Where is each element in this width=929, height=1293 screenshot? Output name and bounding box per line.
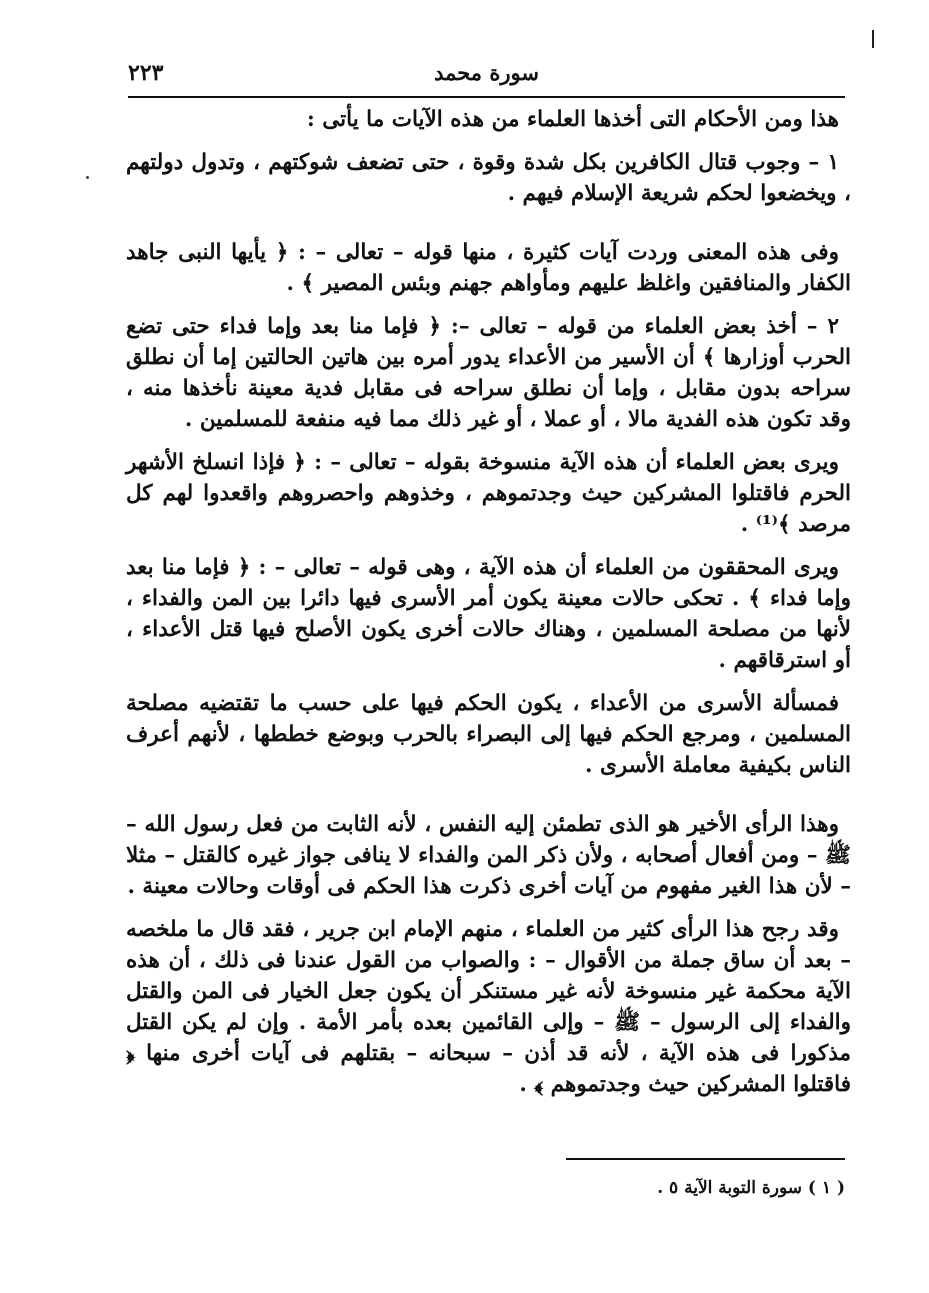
chapter-title: سورة محمد bbox=[434, 60, 539, 85]
paragraph-verifiers-view: ويرى المحققون من العلماء أن هذه الآية ، وهى قوله – تعالى – : ﴿ فإما منا بعد وإما فداء ﴾ . تحكى حالات معينة يكون أمر الأسرى فيها دائرا بين المن والفداء ، لأنها من مصلحة المسلمين ، وهناك حالات أخرى يكون الأصلح فيها قتل الأعداء ، أو استرقاقهم . bbox=[126, 555, 851, 673]
scan-speck bbox=[86, 176, 89, 179]
footnote: ( ١ ) سورة التوبة الآية ٥ . bbox=[657, 1178, 845, 1198]
paragraph-point-1: ١ – وجوب قتال الكافرين بكل شدة وقوة ، حتى تضعف شوكتهم ، وتدول دولتهم ، ويخضعوا لحكم شريعة الإسلام فيهم . bbox=[126, 150, 851, 206]
page-number: ٢٢٣ bbox=[128, 60, 164, 86]
paragraph-ibn-jarir: وقد رجح هذا الرأى كثير من العلماء ، منهم الإمام ابن جرير ، فقد قال ما ملخصه – بعد أن ساق جملة من الأقوال – : والصواب من القول عندنا فى ذلك ، أن هذه الآية محكمة غير منسوخة لأنه غير مستنكر أن يكون جعل الخيار فى المن والقتل والفداء إلى الرسول – ﷺ – وإلى القائمين بعده بأمر الأمة . وإن لم يكن القتل مذكورا فى هذه الآية ، لأنه قد أذن – سبحانه – بقتلهم فى آيات أخرى منها ﴿ فاقتلوا المشركين حيث وجدتموهم ﴾ . bbox=[126, 917, 851, 1097]
running-header bbox=[128, 60, 845, 92]
page-edge-mark bbox=[872, 30, 874, 48]
header-rule bbox=[128, 96, 845, 98]
paragraph-verse-jihad: وفى هذه المعنى وردت آيات كثيرة ، منها قوله – تعالى – : ﴿ يأيها النبى جاهد الكفار والمنافقين واغلظ عليهم ومأواهم جهنم وبئس المصير ﴾ . bbox=[126, 240, 851, 296]
paragraph-prisoners-question: فمسألة الأسرى من الأعداء ، يكون الحكم فيها على حسب ما تقتضيه مصلحة المسلمين ، ومرجع الحكم فيها إلى البصراء بالحرب وبوضع خططها ، لأنهم أعرف الناس بكيفية معاملة الأسرى . bbox=[126, 691, 851, 778]
paragraph-preferred-opinion: وهذا الرأى الأخير هو الذى تطمئن إليه النفس ، لأنه الثابت من فعل رسول الله – ﷺ – ومن أفعال أصحابه ، ولأن ذكر المن والفداء لا ينافى جواز غيره كالقتل – مثلا – لأن هذا الغير مفهوم من آيات أخرى ذكرت هذا الحكم فى أوقات وحالات معينة . bbox=[126, 812, 851, 899]
paragraph-point-2: ٢ – أخذ بعض العلماء من قوله – تعالى –: ﴿ فإما منا بعد وإما فداء حتى تضع الحرب أوزارها ﴾ أن الأسير من الأعداء يدور أمره بين هاتين الحالتين إما أن نطلق سراحه بدون مقابل ، وإما أن نطلق سراحه فى مقابل فدية معينة نأخذها منه ، وقد تكون هذه الفدية مالا ، أو عملا ، أو غير ذلك مما فيه منفعة للمسلمين . bbox=[126, 314, 851, 432]
paragraph-intro: هذا ومن الأحكام التى أخذها العلماء من هذه الآيات ما يأتى : bbox=[306, 107, 839, 132]
paragraph-abrogation-view: ويرى بعض العلماء أن هذه الآية منسوخة بقوله – تعالى – : ﴿ فإذا انسلخ الأشهر الحرم فاقتلوا المشركين حيث وجدتموهم ، وخذوهم واحصروهم واقعدوا لهم كل مرصد ﴾⁽¹⁾ . bbox=[126, 450, 851, 537]
page-body bbox=[126, 104, 851, 1112]
footnote-rule bbox=[566, 1158, 845, 1160]
